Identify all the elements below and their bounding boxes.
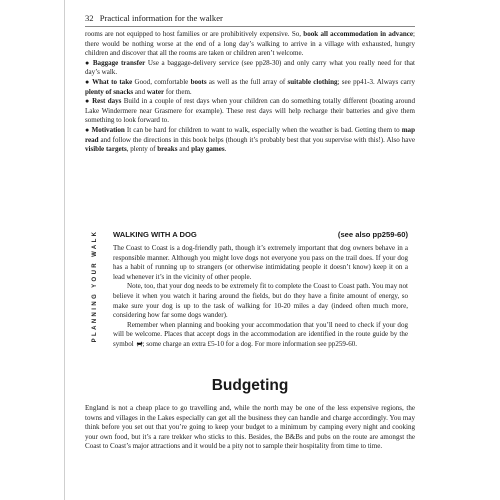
dog-icon [136, 340, 143, 347]
side-tab-label: PLANNING YOUR WALK [92, 229, 98, 343]
intro-text: rooms are not equipped to host families or are prohibitively expensive. So, [85, 30, 304, 38]
intro-section [85, 30, 415, 155]
tip-heading: Baggage transfer [92, 58, 146, 67]
tip-text: It can be hard for children to want to walk, especially when the weather is bad. Getting them to [124, 125, 402, 134]
bullet-icon: ● [85, 77, 90, 86]
tip-heading: What to take [92, 77, 133, 86]
dog-p3-text: Remember when planning and booking your accommodation that you’ll need to check if your dog will be welcome. Places that accept dogs in the accommodation are identified in the route guide by the symbol [113, 320, 408, 348]
bullet-icon: ● [85, 58, 91, 67]
dog-paragraph-1: The Coast to Coast is a dog-friendly path, though it’s extremely important that dog owners behave in a responsible manner. Although you might love dogs not everyone you pass on the trail does. If your dog has a habit of running up to strangers (or otherwise intimidating people it doesn’t know) keep it on a lead whenever it’s in the vicinity of other people. [113, 244, 408, 281]
tip-text: Good, comfortable [132, 77, 191, 86]
tip-bold: play games [191, 145, 225, 154]
intro-text-end: ; there would be nothing worse at the end of a long day’s walking to arrive in a village with exhausted, hungry children and discover that all the rooms are taken or children aren’t welcome. [85, 30, 415, 58]
tip-heading: Rest days [92, 97, 122, 106]
tip-text: and [133, 87, 147, 96]
budgeting-paragraph: England is not a cheap place to go travelling and, while the north may be one of the less expensive regions, the towns and villages in the Lakes especially can get all the business they can handle and charge accordingly. You may think before you set out that you’re going to keep your budget to a minimum by camping every night and cooking your own food, but it’s a rare trekker who sticks to this. Besides, the B&Bs and pubs on the route are amongst the Coast to Coast’s major attractions and it would be a pity not to sample their hospitality from time to time. [85, 404, 415, 451]
tip-text: ; see pp41-3. Always carry [337, 77, 415, 86]
tip-bold: suitable clothing [287, 77, 338, 86]
tip-text: . [224, 145, 227, 154]
dog-p3-text-end: ; some charge an extra £5-10 for a dog. For more information see pp259-60. [142, 339, 358, 348]
dog-section-body [113, 244, 408, 350]
tip-text: Build in a couple of rest days when your children can do something totally different (boating around Lake Windermere near Grasmere for example). These rest days will help recharge their batteries and give them something to look forward to. [85, 97, 415, 125]
tip-text: Use a baggage-delivery service (see pp28-30) and only carry what you really need for that day’s walk. [85, 58, 415, 77]
tip-bold: visible targets [85, 145, 127, 154]
budgeting-heading: Budgeting [211, 377, 289, 394]
tip-text: , plenty of [126, 145, 158, 154]
budgeting-body [85, 404, 415, 452]
dog-paragraph-3 [113, 321, 408, 350]
tip-heading: Motivation [91, 125, 125, 134]
intro-paragraph [85, 30, 415, 59]
dog-paragraph-2: Note, too, that your dog needs to be extremely fit to complete the Coast to Coast path. You may not believe it when you watch it haring around the fields, but do they have a finite amount of energy, so make sure your dog is up to the task of walking for 10-20 miles a day (indeed often much more, considering how far some dogs wander). [113, 282, 408, 320]
tip-bold: breaks [157, 145, 178, 154]
intro-bold: book all accommodation in advance [303, 30, 414, 38]
tip-bold: boots [190, 77, 207, 86]
tip-rest-days [85, 97, 415, 126]
tip-text: and [177, 145, 192, 154]
bullet-icon: ● [85, 125, 90, 134]
dog-heading-reference: (see also pp259-60) [337, 230, 408, 239]
page-number: 32 [85, 13, 94, 23]
tip-text: and follow the directions in this book helps (though it’s probably best that you supervise with this!). Also have [98, 135, 415, 144]
dog-heading-title: WALKING WITH A DOG [113, 230, 197, 239]
tip-what-to-take [85, 78, 415, 97]
tip-baggage-transfer [85, 59, 415, 78]
dog-section-heading [113, 229, 408, 241]
running-title: Practical information for the walker [99, 13, 223, 23]
tip-motivation [85, 126, 415, 155]
tip-bold: plenty of snacks [85, 87, 134, 96]
running-header [85, 10, 415, 27]
tip-text: for them. [164, 87, 192, 96]
bullet-icon: ● [85, 97, 90, 106]
section-side-tab [88, 222, 102, 350]
tip-bold: water [146, 87, 165, 96]
tip-bold: map read [85, 125, 416, 144]
tip-text: as well as the full array of [206, 77, 288, 86]
